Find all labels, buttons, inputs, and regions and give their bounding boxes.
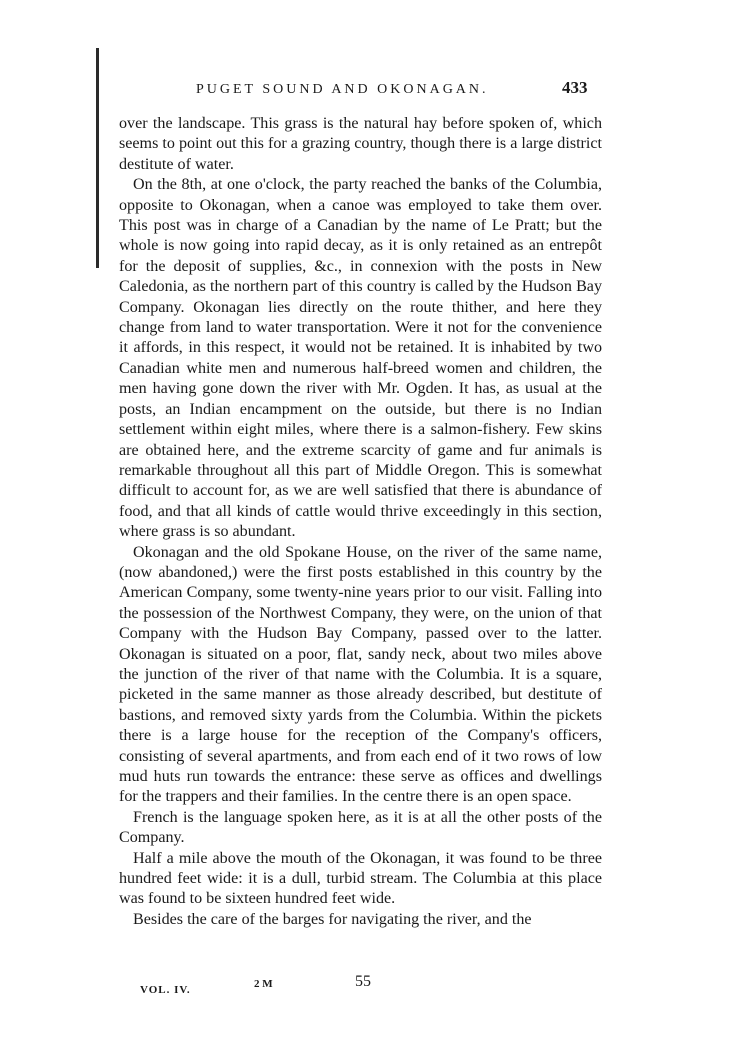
body-text [119, 114, 602, 930]
signature-mark: 2 M [254, 978, 273, 990]
paragraph: Half a mile above the mouth of the Okonagan, it was found to be three hundred feet wide: it is a dull, turbid stream. The Columbia at this place was found to be sixteen hundred feet wide. [119, 849, 602, 908]
paragraph: Okonagan and the old Spokane House, on the river of the same name, (now abandoned,) were the first posts established in this country by the American Company, some twenty-nine years prior to our visit. Falling into the possession of the Northwest Company, they were, on the union of that Company with the Hudson Bay Company, passed over to the latter. Okonagan is situated on a poor, flat, sandy neck, about two miles above the junction of the river of that name with the Columbia. It is a square, picketed in the same manner as those already described, but destitute of bastions, and removed sixty yards from the Columbia. Within the pickets there is a large house for the reception of the Company's officers, consisting of several apartments, and from each end of it two rows of low mud huts run towards the entrance: these serve as offices and dwellings for the trappers and their families. In the centre there is an open space. [119, 543, 602, 806]
paragraph: French is the language spoken here, as it is at all the other posts of the Company. [119, 808, 602, 847]
page-header [196, 78, 596, 102]
running-head: PUGET SOUND AND OKONAGAN. [196, 82, 489, 97]
paragraph: over the landscape. This grass is the natural hay before spoken of, which seems to point out this for a grazing country, though there is a large district destitute of water. [119, 115, 602, 173]
paragraph: Besides the care of the barges for navigating the river, and the [133, 910, 532, 928]
sheet-number: 55 [355, 973, 371, 990]
page-footer [140, 973, 440, 1003]
volume-label: VOL. IV. [140, 984, 191, 996]
paragraph: On the 8th, at one o'clock, the party reached the banks of the Columbia, opposite to Okonagan, when a canoe was employed to take them over. This post was in charge of a Canadian by the name of Le Pratt; but the whole is now going into rapid decay, as it is only retained as an entrepôt for the deposit of supplies, &c., in connexion with the posts in New Caledonia, as the northern part of this country is called by the Hudson Bay Company. Okonagan lies directly on the route thither, and here they change from land to water transportation. Were it not for the convenience it affords, in this respect, it would not be retained. It is inhabited by two Canadian white men and numerous half-breed women and children, the men having gone down the river with Mr. Ogden. It has, as usual at the posts, an Indian encampment on the outside, but there is no Indian settlement within eight miles, where there is a salmon-fishery. Few skins are obtained here, and the extreme scarcity of game and fur animals is remarkable throughout all this part of Middle Oregon. This is somewhat difficult to account for, as we are well satisfied that there is abundance of food, and that all kinds of cattle would thrive exceedingly in this section, where grass is so abundant. [119, 176, 602, 541]
page-binding-edge [96, 48, 99, 268]
page-number: 433 [562, 78, 588, 97]
